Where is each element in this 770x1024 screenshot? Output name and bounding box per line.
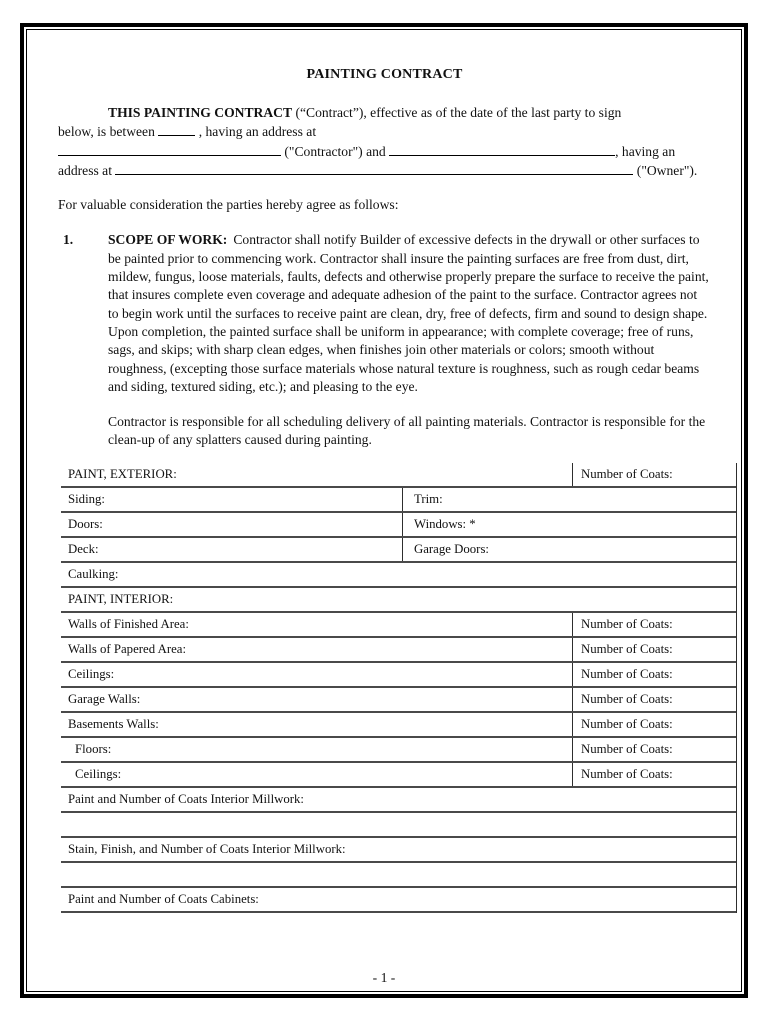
intro-line-2-end: , having an address at <box>195 124 317 140</box>
table-row-interior-millwork-paint-blank <box>61 813 736 838</box>
table-row-deck-garage-doors <box>61 538 736 563</box>
table-row-caulking <box>61 563 736 588</box>
cell-number-of-coats-basement-ceilings[interactable] <box>572 763 736 786</box>
cell-ceilings[interactable] <box>61 663 572 686</box>
section-number: 1. <box>63 232 74 248</box>
intro-line-2 <box>58 122 711 141</box>
section-heading: SCOPE OF WORK: <box>108 232 228 248</box>
table-row-basements-walls <box>61 713 736 738</box>
consideration-clause: For valuable consideration the parties hereby agree as follows: <box>58 197 399 213</box>
cell-trim[interactable] <box>402 488 736 511</box>
document-title: PAINTING CONTRACT <box>306 67 463 82</box>
cell-doors[interactable] <box>61 513 402 536</box>
cell-number-of-coats-basements-walls[interactable] <box>572 713 736 736</box>
cell-label: Number of Coats: <box>581 466 673 481</box>
table-row-cabinets-paint <box>61 888 736 913</box>
cell-number-of-coats-walls-finished[interactable] <box>572 613 736 636</box>
cell-label: Deck: <box>68 541 99 556</box>
scheduling-paragraph: Contractor is responsible for all scheduling delivery of all painting materials. Contractor is responsible for the clean-up of any splatters caused during painting. <box>108 414 706 448</box>
cell-walls-finished-area[interactable] <box>61 613 572 636</box>
cell-number-of-coats-ceilings[interactable] <box>572 663 736 686</box>
intro-line-3-end: , having an <box>615 143 676 159</box>
cell-interior-millwork-stain-fill[interactable] <box>61 863 736 886</box>
cell-caulking[interactable] <box>61 563 736 586</box>
cell-label: Floors: <box>75 741 112 756</box>
cell-label: Caulking: <box>68 566 119 581</box>
cell-label: Number of Coats: <box>581 616 673 631</box>
owner-name-blank-field[interactable] <box>389 142 615 156</box>
cell-number-of-coats-basement-floors[interactable] <box>572 738 736 761</box>
cell-label: Number of Coats: <box>581 691 673 706</box>
cell-label: Number of Coats: <box>581 716 673 731</box>
cell-paint-exterior[interactable] <box>61 463 572 486</box>
section-scope-of-work <box>58 231 711 396</box>
cell-label: Ceilings: <box>75 766 122 781</box>
intro-line-2-start: below, is between <box>58 124 155 140</box>
cell-label: Walls of Finished Area: <box>68 616 189 631</box>
cell-label: Basements Walls: <box>68 716 159 731</box>
cell-walls-papered-area[interactable] <box>61 638 572 661</box>
document-content <box>27 66 741 450</box>
cell-windows[interactable] <box>402 513 736 536</box>
cell-label: Garage Walls: <box>68 691 141 706</box>
cell-basement-floors[interactable] <box>61 738 572 761</box>
cell-paint-interior[interactable] <box>61 588 736 611</box>
cell-label: Garage Doors: <box>414 541 489 556</box>
cell-label: Ceilings: <box>68 666 115 681</box>
table-row-interior-millwork-stain <box>61 838 736 863</box>
section-body-text: Contractor shall notify Builder of excessive defects in the drywall or other surfaces to be painted prior to commencing work. Contractor shall insure the painting surfaces are free from dust, dirt, mildew, fungus, loose materials, faults, defects and otherwise properly prepare the surface to receive the paint, that insures complete even coverage and adequate adhesion of the paint to the surface. Contractor agrees not to begin work until the surfaces to receive paint are clean, dry, free of defects, firm and sound to design shape. Upon completion, the painted surface shall be uniform in appearance; with complete coverage; free of runs, sags, and skips; with sharp clean edges, when finishes join other materials or colors; smooth without roughness, (excepting those surface materials whose natural texture is roughness, such as rough cedar beams and siding, textured siding, etc.); and pleasing to the eye. <box>108 232 709 394</box>
table-row-interior-millwork-stain-blank <box>61 863 736 888</box>
cell-deck[interactable] <box>61 538 402 561</box>
table-row-paint-exterior <box>61 463 736 488</box>
table-row-garage-walls <box>61 688 736 713</box>
intro-lead-bold: THIS PAINTING CONTRACT <box>108 105 293 120</box>
cell-label: Doors: <box>68 516 103 531</box>
cell-label: Number of Coats: <box>581 766 673 781</box>
cell-label: Number of Coats: <box>581 666 673 681</box>
cell-interior-millwork-stain[interactable] <box>61 838 736 861</box>
cell-label: Number of Coats: <box>581 641 673 656</box>
cell-basements-walls[interactable] <box>61 713 572 736</box>
intro-line-3 <box>58 142 711 161</box>
intro-line-1 <box>58 104 711 122</box>
table-row-siding-trim <box>61 488 736 513</box>
table-row-interior-millwork-paint <box>61 788 736 813</box>
table-row-basement-ceilings <box>61 763 736 788</box>
intro-line-4-end: ("Owner"). <box>633 162 698 178</box>
intro-paragraph <box>58 104 711 180</box>
intro-line-4-start: address at <box>58 162 116 178</box>
intro-line-1-text: (“Contract”), effective as of the date of the last party to sign <box>292 105 622 120</box>
intro-line-4 <box>58 161 711 180</box>
cell-cabinets-paint[interactable] <box>61 888 736 911</box>
page-number: - 1 - <box>372 970 396 985</box>
table-row-doors-windows <box>61 513 736 538</box>
cell-garage-doors[interactable] <box>402 538 736 561</box>
cell-number-of-coats-garage-walls[interactable] <box>572 688 736 711</box>
owner-address-blank-field[interactable] <box>115 161 633 175</box>
table-row-paint-interior <box>61 588 736 613</box>
table-row-walls-papered-area <box>61 638 736 663</box>
cell-label: Paint and Number of Coats Cabinets: <box>68 891 259 906</box>
cell-label: Stain, Finish, and Number of Coats Interior Millwork: <box>68 841 346 856</box>
cell-label: PAINT, EXTERIOR: <box>68 466 177 481</box>
cell-label: Windows: * <box>414 516 476 531</box>
cell-label: Paint and Number of Coats Interior Millwork: <box>68 791 304 806</box>
contractor-name-blank-field[interactable] <box>158 122 195 136</box>
cell-garage-walls[interactable] <box>61 688 572 711</box>
cell-label: PAINT, INTERIOR: <box>68 591 174 606</box>
cell-label: Walls of Papered Area: <box>68 641 187 656</box>
cell-label: Siding: <box>68 491 105 506</box>
cell-number-of-coats-walls-papered[interactable] <box>572 638 736 661</box>
contractor-address-blank-field[interactable] <box>58 142 281 156</box>
table-row-walls-finished-area <box>61 613 736 638</box>
paint-spec-table <box>61 463 737 913</box>
cell-number-of-coats-exterior[interactable] <box>572 463 736 486</box>
intro-line-3-mid: ("Contractor") and <box>281 143 390 159</box>
cell-label: Number of Coats: <box>581 741 673 756</box>
cell-interior-millwork-paint-fill[interactable] <box>61 813 736 836</box>
table-row-ceilings <box>61 663 736 688</box>
cell-siding[interactable] <box>61 488 402 511</box>
cell-label: Trim: <box>414 491 443 506</box>
table-row-basement-floors <box>61 738 736 763</box>
page-inner-border <box>26 29 742 992</box>
cell-basement-ceilings[interactable] <box>61 763 572 786</box>
page-border-frame <box>20 23 748 998</box>
cell-interior-millwork-paint[interactable] <box>61 788 736 811</box>
